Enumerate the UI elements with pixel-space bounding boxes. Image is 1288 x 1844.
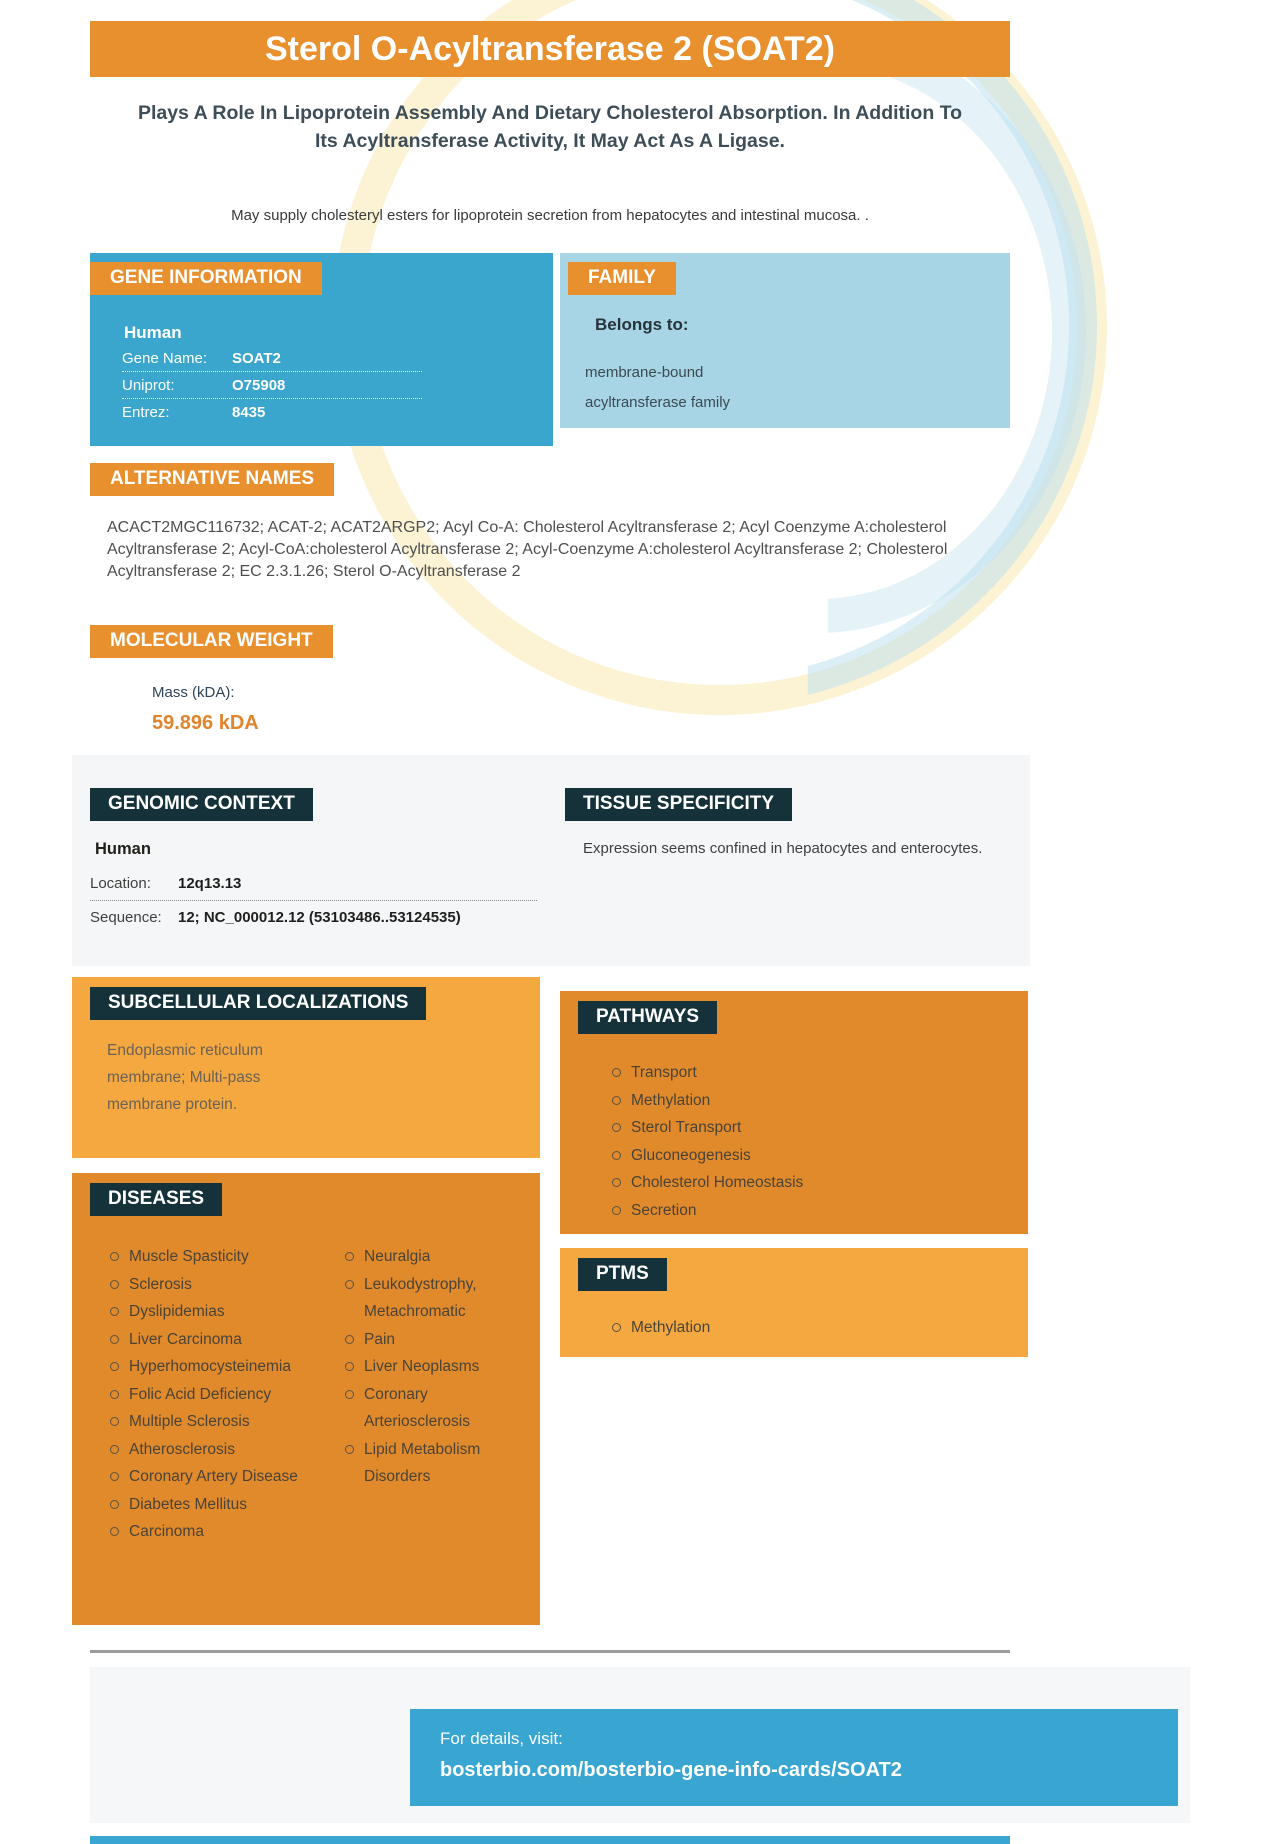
bullet-icon — [612, 1206, 621, 1215]
disease-list-item — [345, 1353, 495, 1381]
disease-list-item — [345, 1326, 495, 1354]
gene-information-row-label: Uniprot: — [122, 376, 175, 394]
bullet-icon — [110, 1252, 119, 1261]
disease-label: Muscle Spasticity — [129, 1248, 249, 1265]
molecular-weight-label: Mass (kDA): — [152, 684, 235, 701]
ptms-panel — [560, 1248, 1028, 1357]
ptms-header: PTMS — [578, 1258, 667, 1291]
subcellular-localizations-panel — [72, 977, 540, 1158]
disease-label: Hyperhomocysteinemia — [129, 1358, 291, 1375]
disease-label: Dyslipidemias — [129, 1303, 225, 1320]
pathway-label: Sterol Transport — [631, 1119, 742, 1136]
bullet-icon — [110, 1445, 119, 1454]
genomic-context-row-label: Sequence: — [90, 909, 162, 926]
gene-information-species: Human — [124, 323, 182, 342]
pathway-list-item — [612, 1114, 992, 1142]
alternative-names-text: ACACT2MGC116732; ACAT-2; ACAT2ARGP2; Acyl Co-A: Cholesterol Acyltransferase 2; Acyl Coenzyme A:cholesterol Acyltransferase 2; Acyl-CoA:cholesterol Acyltransferase 2; Acyl-Coenzyme A:cholesterol Acyltransferase 2; Cholesterol Acyltransferase 2; EC 2.3.1.26; Sterol O-Acyltransferase 2 — [107, 519, 948, 580]
disease-list-item — [110, 1381, 335, 1409]
page-title: Sterol O-Acyltransferase 2 (SOAT2) — [265, 30, 835, 68]
footer-prompt: For details, visit: — [440, 1729, 563, 1748]
disease-list-item — [110, 1408, 335, 1436]
disease-label: Sclerosis — [129, 1275, 192, 1293]
genomic-context-row-value: 12q13.13 — [178, 875, 242, 892]
ptm-list-item — [612, 1314, 992, 1342]
bullet-icon — [345, 1280, 354, 1289]
disease-label: Coronary Arteriosclerosis — [364, 1385, 470, 1430]
bullet-icon — [345, 1362, 354, 1371]
pathways-header: PATHWAYS — [578, 1001, 717, 1034]
disease-list-item — [110, 1271, 335, 1299]
gene-information-row-label: Entrez: — [122, 403, 170, 421]
pathway-label: Transport — [631, 1064, 697, 1081]
gene-information-row-value: 8435 — [232, 403, 266, 421]
bottom-accent-strip — [90, 1836, 1010, 1844]
disease-label: Lipid Metabolism Disorders — [364, 1440, 481, 1485]
pathway-label: Secretion — [631, 1201, 697, 1219]
disease-label: Leukodystrophy, Metachromatic — [364, 1275, 477, 1320]
disease-label: Pain — [364, 1330, 396, 1348]
disease-list-item — [345, 1243, 495, 1271]
family-value: membrane-bound acyltransferase family — [585, 364, 731, 411]
bullet-icon — [110, 1472, 119, 1481]
bullet-icon — [612, 1068, 621, 1077]
bullet-icon — [612, 1151, 621, 1160]
pathway-label: Gluconeogenesis — [631, 1146, 751, 1164]
bullet-icon — [612, 1323, 621, 1332]
disease-label: Liver Carcinoma — [129, 1330, 242, 1348]
gene-information-rows — [122, 345, 422, 425]
disease-label: Folic Acid Deficiency — [129, 1385, 272, 1403]
disease-list-item — [110, 1353, 335, 1381]
pathway-list-item — [612, 1059, 992, 1087]
disease-list-item — [110, 1491, 335, 1519]
title-banner — [90, 21, 1010, 77]
diseases-panel — [72, 1173, 540, 1625]
family-belongs-label: Belongs to: — [595, 315, 689, 334]
bullet-icon — [110, 1307, 119, 1316]
disease-label: Liver Neoplasms — [364, 1358, 480, 1375]
bullet-icon — [110, 1362, 119, 1371]
bullet-icon — [612, 1178, 621, 1187]
tissue-specificity-text: Expression seems confined in hepatocytes and enterocytes. — [583, 840, 983, 857]
footer-url-link[interactable]: bosterbio.com/bosterbio-gene-info-cards/SOAT2 — [440, 1759, 902, 1781]
disease-list-item — [110, 1436, 335, 1464]
bullet-icon — [110, 1417, 119, 1426]
genomic-context-header: GENOMIC CONTEXT — [90, 788, 313, 821]
bullet-icon — [345, 1252, 354, 1261]
gene-information-panel — [90, 253, 553, 446]
disease-list-item — [110, 1463, 335, 1491]
bullet-icon — [110, 1527, 119, 1536]
pathway-label: Cholesterol Homeostasis — [631, 1174, 804, 1191]
genomic-context-panel — [72, 755, 1030, 966]
genomic-context-row — [90, 901, 537, 934]
bullet-icon — [345, 1390, 354, 1399]
bullet-icon — [612, 1123, 621, 1132]
gene-information-header: GENE INFORMATION — [90, 262, 322, 295]
pathways-panel — [560, 991, 1028, 1234]
disease-label: Atherosclerosis — [129, 1440, 235, 1458]
gene-information-row — [122, 399, 422, 425]
pathway-list-item — [612, 1197, 992, 1225]
bullet-icon — [345, 1335, 354, 1344]
family-panel — [560, 253, 1010, 428]
bullet-icon — [110, 1500, 119, 1509]
diseases-list-left — [110, 1243, 335, 1546]
bullet-icon — [110, 1335, 119, 1344]
pathway-list-item — [612, 1142, 992, 1170]
genomic-context-row — [90, 867, 537, 901]
disease-list-item — [110, 1518, 335, 1546]
gene-information-row-value: SOAT2 — [232, 349, 281, 367]
bullet-icon — [612, 1096, 621, 1105]
genomic-context-species: Human — [95, 840, 151, 858]
diseases-list-right — [345, 1243, 495, 1491]
gene-information-row — [122, 372, 422, 399]
disease-label: Multiple Sclerosis — [129, 1413, 250, 1430]
bullet-icon — [345, 1445, 354, 1454]
genomic-context-row-label: Location: — [90, 875, 151, 892]
pathway-list-item — [612, 1087, 992, 1115]
disease-list-item — [345, 1271, 495, 1326]
footer-visit-box — [410, 1709, 1178, 1806]
family-header: FAMILY — [568, 262, 676, 295]
alternative-names-header: ALTERNATIVE NAMES — [90, 463, 334, 496]
disease-list-item — [345, 1436, 495, 1491]
disease-label: Coronary Artery Disease — [129, 1468, 298, 1485]
bullet-icon — [110, 1390, 119, 1399]
diseases-header: DISEASES — [90, 1183, 222, 1216]
disease-label: Neuralgia — [364, 1248, 431, 1265]
pathways-list — [612, 1059, 992, 1224]
genomic-context-rows — [90, 867, 537, 934]
molecular-weight-value: 59.896 kDA — [152, 712, 259, 734]
subcellular-localizations-header: SUBCELLULAR LOCALIZATIONS — [90, 987, 426, 1020]
gene-information-row — [122, 345, 422, 372]
disease-label: Diabetes Mellitus — [129, 1495, 248, 1513]
ptm-label: Methylation — [631, 1319, 711, 1336]
subcellular-localizations-text: Endoplasmic reticulum membrane; Multi-pass membrane protein. — [107, 1042, 263, 1113]
pathway-list-item — [612, 1169, 992, 1197]
ptms-list — [612, 1314, 992, 1342]
tissue-specificity-header: TISSUE SPECIFICITY — [565, 788, 792, 821]
gene-information-row-value: O75908 — [232, 376, 286, 394]
disease-list-item — [110, 1326, 335, 1354]
summary-headline: Plays A Role In Lipoprotein Assembly And Dietary Cholesterol Absorption. In Addition To Its Acyltransferase Activity, It May Act As A Ligase. — [137, 102, 963, 152]
molecular-weight-header: MOLECULAR WEIGHT — [90, 625, 333, 658]
disease-list-item — [110, 1243, 335, 1271]
pathway-label: Methylation — [631, 1091, 711, 1109]
disease-list-item — [110, 1298, 335, 1326]
disease-label: Carcinoma — [129, 1523, 204, 1540]
disease-list-item — [345, 1381, 495, 1436]
genomic-context-row-value: 12; NC_000012.12 (53103486..53124535) — [178, 909, 461, 926]
gene-information-row-label: Gene Name: — [122, 349, 208, 367]
bullet-icon — [110, 1280, 119, 1289]
summary-description: May supply cholesteryl esters for lipoprotein secretion from hepatocytes and intestinal mucosa. . — [231, 207, 869, 224]
footer-divider — [90, 1650, 1010, 1653]
